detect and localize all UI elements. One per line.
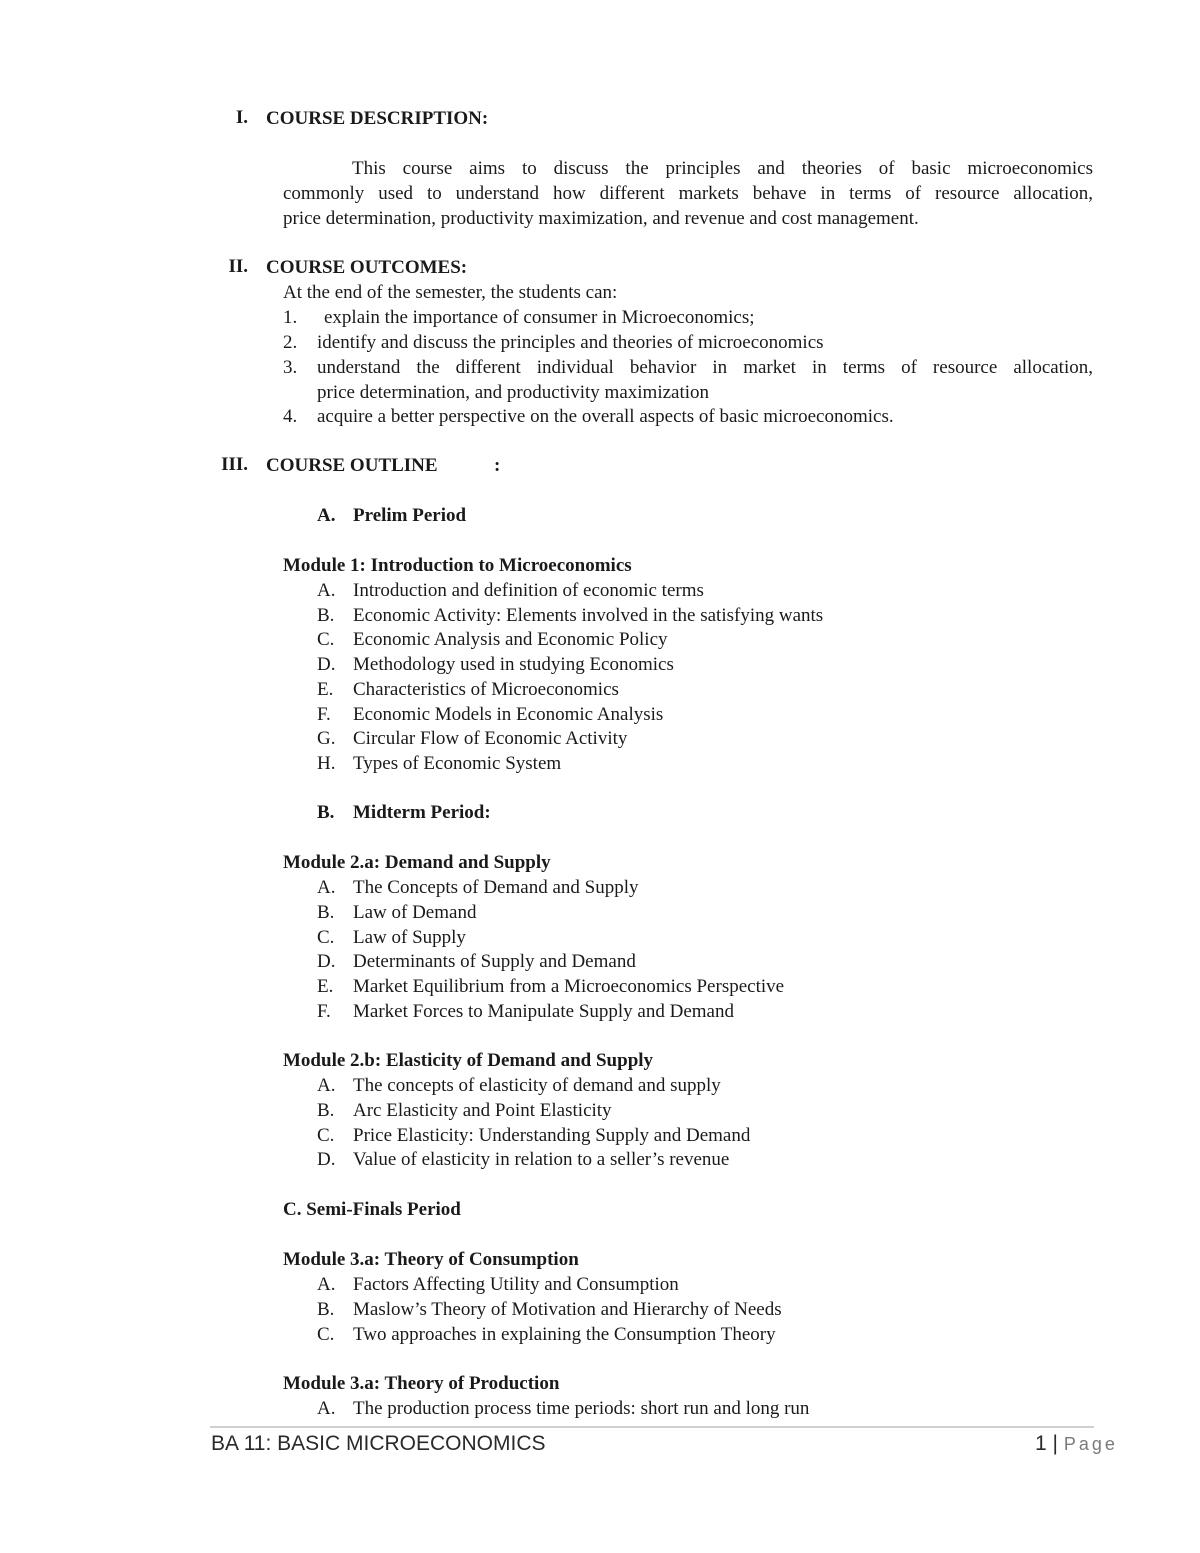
topic-letter: A. [317,1398,336,1419]
outcome-text: identify and discuss the principles and theories of microeconomics [317,332,824,353]
topic-letter: B. [317,901,335,923]
topic-letter: D. [317,1149,336,1171]
description-line-2: commonly used to understand how different markets behave in terms of resource allocation, [283,183,1093,204]
topic-letter: F. [317,703,331,725]
topic-item: Types of Economic System [353,752,562,774]
module-heading: Module 3.a: Theory of Production [283,1373,560,1394]
topic-item: Methodology used in studying Economics [353,654,674,676]
topic-item: Economic Activity: Elements involved in the satisfying wants [353,604,824,626]
topic-item: Law of Supply [353,926,466,948]
outcome-number: 4. [283,406,298,427]
topic-item: Factors Affecting Utility and Consumption [353,1274,679,1295]
footer-course-title: BA 11: BASIC MICROECONOMICS [211,1432,546,1455]
topic-letter: G. [317,728,336,750]
topic-letter: E. [317,678,334,700]
module-heading: Module 2.b: Elasticity of Demand and Supply [283,1050,654,1071]
topic-item: Determinants of Supply and Demand [353,951,636,973]
topic-letter: B. [317,1298,335,1320]
description-line-1: This course aims to discuss the principles and theories of basic microeconomics [352,158,1093,179]
period-heading-semifinals: C. Semi-Finals Period [283,1199,461,1220]
topic-letter: C. [317,926,335,948]
description-line-3: price determination, productivity maximization, and revenue and cost management. [283,208,919,229]
topic-item: The concepts of elasticity of demand and supply [353,1075,721,1096]
period-letter: B. [317,802,335,823]
outcome-number: 2. [283,332,298,353]
topic-item: Economic Analysis and Economic Policy [353,629,668,651]
topic-letter: C. [317,629,335,651]
topic-letter: A. [317,877,336,898]
topic-item: Maslow’s Theory of Motivation and Hierarchy of Needs [353,1298,782,1320]
footer-rule [210,1426,1094,1428]
topic-item: Economic Models in Economic Analysis [353,703,664,725]
topic-item: Law of Demand [353,901,477,923]
module-heading: Module 2.a: Demand and Supply [283,852,551,873]
topic-item: The production process time periods: short run and long run [353,1398,810,1419]
outcome-text-continued: price determination, and productivity maximization [317,382,710,403]
topic-letter: D. [317,951,336,973]
section-heading-description: COURSE DESCRIPTION: [266,108,489,129]
period-letter: A. [317,505,336,526]
topic-item: Arc Elasticity and Point Elasticity [353,1099,612,1121]
topic-letter: D. [317,654,336,676]
period-heading-prelim: Prelim Period [353,505,467,526]
module-heading: Module 1: Introduction to Microeconomics [283,555,632,576]
section-heading-outline: COURSE OUTLINE [266,455,438,476]
section-numeral: III. [221,454,248,475]
page-number: 1 [1035,1432,1047,1455]
topic-item: Value of elasticity in relation to a seller’s revenue [353,1149,730,1171]
topic-letter: E. [317,976,334,998]
topic-letter: F. [317,1001,331,1022]
topic-item: Market Forces to Manipulate Supply and Demand [353,1001,734,1022]
section-heading-outcomes: COURSE OUTCOMES: [266,257,468,278]
topic-letter: B. [317,604,335,626]
page-separator: | [1052,1432,1058,1455]
period-heading-midterm: Midterm Period: [353,802,491,823]
page-label: Page [1063,1434,1118,1454]
outcomes-intro: At the end of the semester, the students can: [283,282,618,303]
topic-item: Price Elasticity: Understanding Supply and Demand [353,1124,751,1146]
outcome-text: explain the importance of consumer in Microeconomics; [324,307,755,328]
section-numeral: I. [235,107,248,128]
topic-item: Market Equilibrium from a Microeconomics Perspective [353,976,785,998]
module-heading: Module 3.a: Theory of Consumption [283,1249,579,1270]
topic-letter: A. [317,580,336,601]
footer-page-indicator [1035,1432,1118,1456]
topic-item: Characteristics of Microeconomics [353,678,619,700]
section-numeral: II. [228,256,248,277]
topic-letter: A. [317,1075,336,1096]
topic-letter: H. [317,752,336,774]
topic-letter: C. [317,1323,335,1345]
topic-item: Circular Flow of Economic Activity [353,728,628,750]
outcome-text: acquire a better perspective on the overall aspects of basic microeconomics. [317,406,894,427]
outcome-text: understand the different individual behavior in market in terms of resource allocation, [317,357,1093,378]
outline-colon: : [494,455,501,476]
topic-item: Introduction and definition of economic terms [353,580,704,601]
topic-item: Two approaches in explaining the Consumption Theory [353,1323,776,1345]
topic-letter: A. [317,1274,336,1295]
topic-item: The Concepts of Demand and Supply [353,877,639,898]
topic-letter: B. [317,1099,335,1121]
outcome-number: 1. [283,307,298,328]
topic-letter: C. [317,1124,335,1146]
outcome-number: 3. [283,357,298,378]
